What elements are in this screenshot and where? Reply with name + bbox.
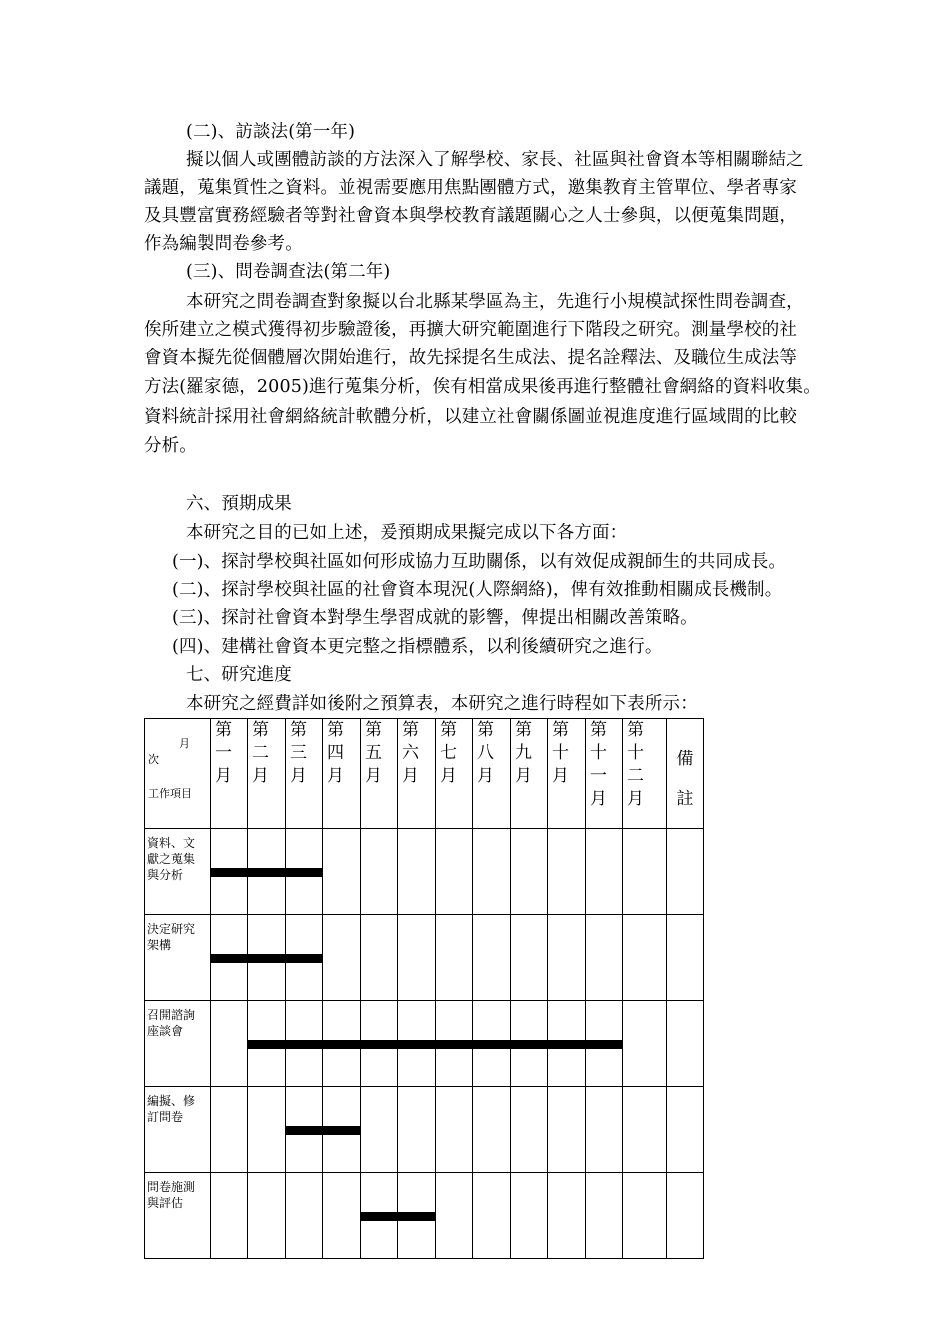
task-name-line: 編擬、修 xyxy=(147,1094,196,1108)
month-header-char: 九 xyxy=(515,743,532,763)
interview-line-3: 及具豐富實務經驗者等對社會資本與學校教育議題關心之人士參與，以便蒐集問題， xyxy=(144,206,798,226)
interview-line-1: 擬以個人或團體訪談的方法深入了解學校、家長、社區與社會資本等相關聯結之 xyxy=(186,150,804,170)
task-name-line: 與評估 xyxy=(147,1196,184,1210)
month-header-char: 月 xyxy=(365,766,382,786)
month-header-char: 第 xyxy=(515,720,532,740)
month-header-char: 月 xyxy=(215,766,232,786)
survey-line-5: 資料統計採用社會網絡統計軟體分析，以建立社會關係圖並視進度進行區域間的比較 xyxy=(144,407,798,427)
month-cell xyxy=(361,1087,398,1173)
survey-line-6: 分析。 xyxy=(144,436,197,456)
month-cell xyxy=(211,1087,248,1173)
month-cell xyxy=(398,915,436,1001)
task-name-cell xyxy=(145,829,211,915)
month-cell xyxy=(211,1173,248,1259)
month-header-char: 月 xyxy=(627,789,644,809)
month-cell xyxy=(511,915,548,1001)
note-header-char: 註 xyxy=(676,789,694,809)
month-header-12 xyxy=(623,719,667,829)
month-header-11 xyxy=(586,719,623,829)
corner-item-label: 工作項目 xyxy=(148,787,192,800)
month-cell xyxy=(623,1173,667,1259)
month-cell xyxy=(436,1173,473,1259)
month-header-6 xyxy=(398,719,436,829)
gantt-bar xyxy=(248,1040,623,1049)
task-name-line: 召開諮詢 xyxy=(147,1008,196,1022)
task-name-line: 問卷施測 xyxy=(147,1180,196,1194)
gantt-bar xyxy=(286,1126,361,1135)
month-header-char: 第 xyxy=(477,720,494,740)
month-header-char: 五 xyxy=(365,743,382,763)
month-header-4 xyxy=(323,719,361,829)
month-cell xyxy=(323,1173,361,1259)
corner-month-label: 月 xyxy=(179,737,190,750)
month-header-char: 月 xyxy=(290,766,307,786)
month-header-char: 十 xyxy=(590,743,607,763)
month-cell xyxy=(286,1173,323,1259)
schedule-header-row xyxy=(145,719,704,829)
month-header-char: 八 xyxy=(477,743,494,763)
month-header-char: 四 xyxy=(327,743,344,763)
month-header-char: 三 xyxy=(290,743,307,763)
month-header-7 xyxy=(436,719,473,829)
month-cell xyxy=(623,829,667,915)
month-cell xyxy=(586,915,623,1001)
task-name-cell xyxy=(145,915,211,1001)
interview-line-4: 作為編製問卷參考。 xyxy=(144,234,303,254)
expected-intro: 本研究之目的已如上述，爰預期成果擬完成以下各方面： xyxy=(186,523,628,543)
month-cell xyxy=(473,915,511,1001)
month-header-char: 七 xyxy=(440,743,457,763)
survey-line-1: 本研究之問卷調查對象擬以台北縣某學區為主，先進行小規模試探性問卷調查， xyxy=(186,292,804,312)
month-cell xyxy=(623,915,667,1001)
month-header-char: 第 xyxy=(252,720,269,740)
month-header-char: 第 xyxy=(327,720,344,740)
month-header-9 xyxy=(511,719,548,829)
month-header-char: 第 xyxy=(290,720,307,740)
month-header-char: 第 xyxy=(440,720,457,740)
month-cell xyxy=(361,829,398,915)
note-cell xyxy=(667,1087,704,1173)
month-cell xyxy=(511,1173,548,1259)
corner-order-label: 次 xyxy=(148,753,159,766)
task-name-line: 座談會 xyxy=(147,1024,184,1038)
task-name-line: 與分析 xyxy=(147,868,184,882)
schedule-corner-cell xyxy=(145,719,211,829)
month-cell xyxy=(473,829,511,915)
month-cell xyxy=(398,1087,436,1173)
month-header-char: 月 xyxy=(327,766,344,786)
note-cell xyxy=(667,829,704,915)
progress-heading: 七、研究進度 xyxy=(186,665,292,685)
month-cell xyxy=(436,915,473,1001)
month-cell xyxy=(473,1173,511,1259)
month-cell xyxy=(511,1087,548,1173)
note-header-char: 備 xyxy=(676,749,694,769)
expected-item-4: (四)、建構社會資本更完整之指標體系，以利後續研究之進行。 xyxy=(172,637,663,657)
note-cell xyxy=(667,1173,704,1259)
month-header-8 xyxy=(473,719,511,829)
month-header-char: 月 xyxy=(252,766,269,786)
month-cell xyxy=(248,1087,286,1173)
survey-line-2: 俟所建立之模式獲得初步驗證後，再擴大研究範圍進行下階段之研究。測量學校的社 xyxy=(144,320,798,340)
month-header-char: 月 xyxy=(515,766,532,786)
month-header-char: 六 xyxy=(402,743,419,763)
task-name-line: 決定研究 xyxy=(147,922,196,936)
month-header-char: 月 xyxy=(552,766,569,786)
month-cell xyxy=(548,829,586,915)
month-header-char: 第 xyxy=(365,720,382,740)
month-header-char: 第 xyxy=(552,720,569,740)
month-header-char: 一 xyxy=(215,743,232,763)
task-name-line: 架構 xyxy=(147,938,172,952)
interview-line-2: 議題，蒐集質性之資料。並視需要應用焦點團體方式，邀集教育主管單位、學者專家 xyxy=(144,178,798,198)
month-cell xyxy=(586,829,623,915)
month-header-char: 月 xyxy=(477,766,494,786)
month-header-char: 二 xyxy=(627,766,644,786)
task-name-cell xyxy=(145,1001,211,1087)
month-cell xyxy=(436,1087,473,1173)
survey-heading: (三)、問卷調查法(第二年) xyxy=(186,262,391,282)
month-header-char: 第 xyxy=(590,720,607,740)
month-cell xyxy=(323,915,361,1001)
month-header-char: 月 xyxy=(440,766,457,786)
month-cell xyxy=(436,829,473,915)
month-header-3 xyxy=(286,719,323,829)
survey-line-4: 方法(羅家德，2005)進行蒐集分析，俟有相當成果後再進行整體社會網絡的資料收集。 xyxy=(144,377,821,397)
month-cell xyxy=(511,829,548,915)
month-cell xyxy=(361,915,398,1001)
task-name-cell xyxy=(145,1087,211,1173)
month-cell xyxy=(323,829,361,915)
month-cell xyxy=(548,1173,586,1259)
task-name-cell xyxy=(145,1173,211,1259)
month-header-char: 第 xyxy=(215,720,232,740)
month-header-char: 十 xyxy=(627,743,644,763)
month-header-char: 月 xyxy=(402,766,419,786)
expected-item-3: (三)、探討社會資本對學生學習成就的影響，俾提出相關改善策略。 xyxy=(172,608,698,628)
note-cell xyxy=(667,1001,704,1087)
month-cell xyxy=(623,1001,667,1087)
gantt-bar xyxy=(211,868,323,877)
note-header xyxy=(667,719,704,829)
month-cell xyxy=(586,1173,623,1259)
month-header-10 xyxy=(548,719,586,829)
month-cell xyxy=(248,1173,286,1259)
task-name-line: 資料、文 xyxy=(147,836,196,850)
month-cell xyxy=(586,1087,623,1173)
gantt-bar xyxy=(211,954,323,963)
month-header-2 xyxy=(248,719,286,829)
month-cell xyxy=(398,829,436,915)
month-cell xyxy=(211,1001,248,1087)
month-header-1 xyxy=(211,719,248,829)
expected-item-2: (二)、探討學校與社區的社會資本現況(人際網絡)，俾有效推動相關成長機制。 xyxy=(172,580,783,600)
survey-line-3: 會資本擬先從個體層次開始進行，故先採提名生成法、提名詮釋法、及職位生成法等 xyxy=(144,348,798,368)
month-header-char: 月 xyxy=(590,789,607,809)
schedule-row xyxy=(145,1087,704,1173)
progress-intro: 本研究之經費詳如後附之預算表，本研究之進行時程如下表所示： xyxy=(186,694,698,714)
schedule-table xyxy=(144,718,704,1259)
note-cell xyxy=(667,915,704,1001)
month-cell xyxy=(623,1087,667,1173)
month-cell xyxy=(473,1087,511,1173)
month-header-char: 第 xyxy=(402,720,419,740)
expected-item-1: (一)、探討學校與社區如何形成協力互助關係，以有效促成親師生的共同成長。 xyxy=(172,552,787,572)
interview-heading: (二)、訪談法(第一年) xyxy=(186,122,356,142)
month-header-char: 第 xyxy=(627,720,644,740)
month-cell xyxy=(548,1087,586,1173)
month-cell xyxy=(548,915,586,1001)
expected-heading: 六、預期成果 xyxy=(186,494,292,514)
month-header-5 xyxy=(361,719,398,829)
task-name-line: 訂問卷 xyxy=(147,1110,184,1124)
gantt-bar xyxy=(361,1212,436,1221)
month-header-char: 一 xyxy=(590,766,607,786)
month-header-char: 二 xyxy=(252,743,269,763)
month-header-char: 十 xyxy=(552,743,569,763)
task-name-line: 獻之蒐集 xyxy=(147,852,196,866)
